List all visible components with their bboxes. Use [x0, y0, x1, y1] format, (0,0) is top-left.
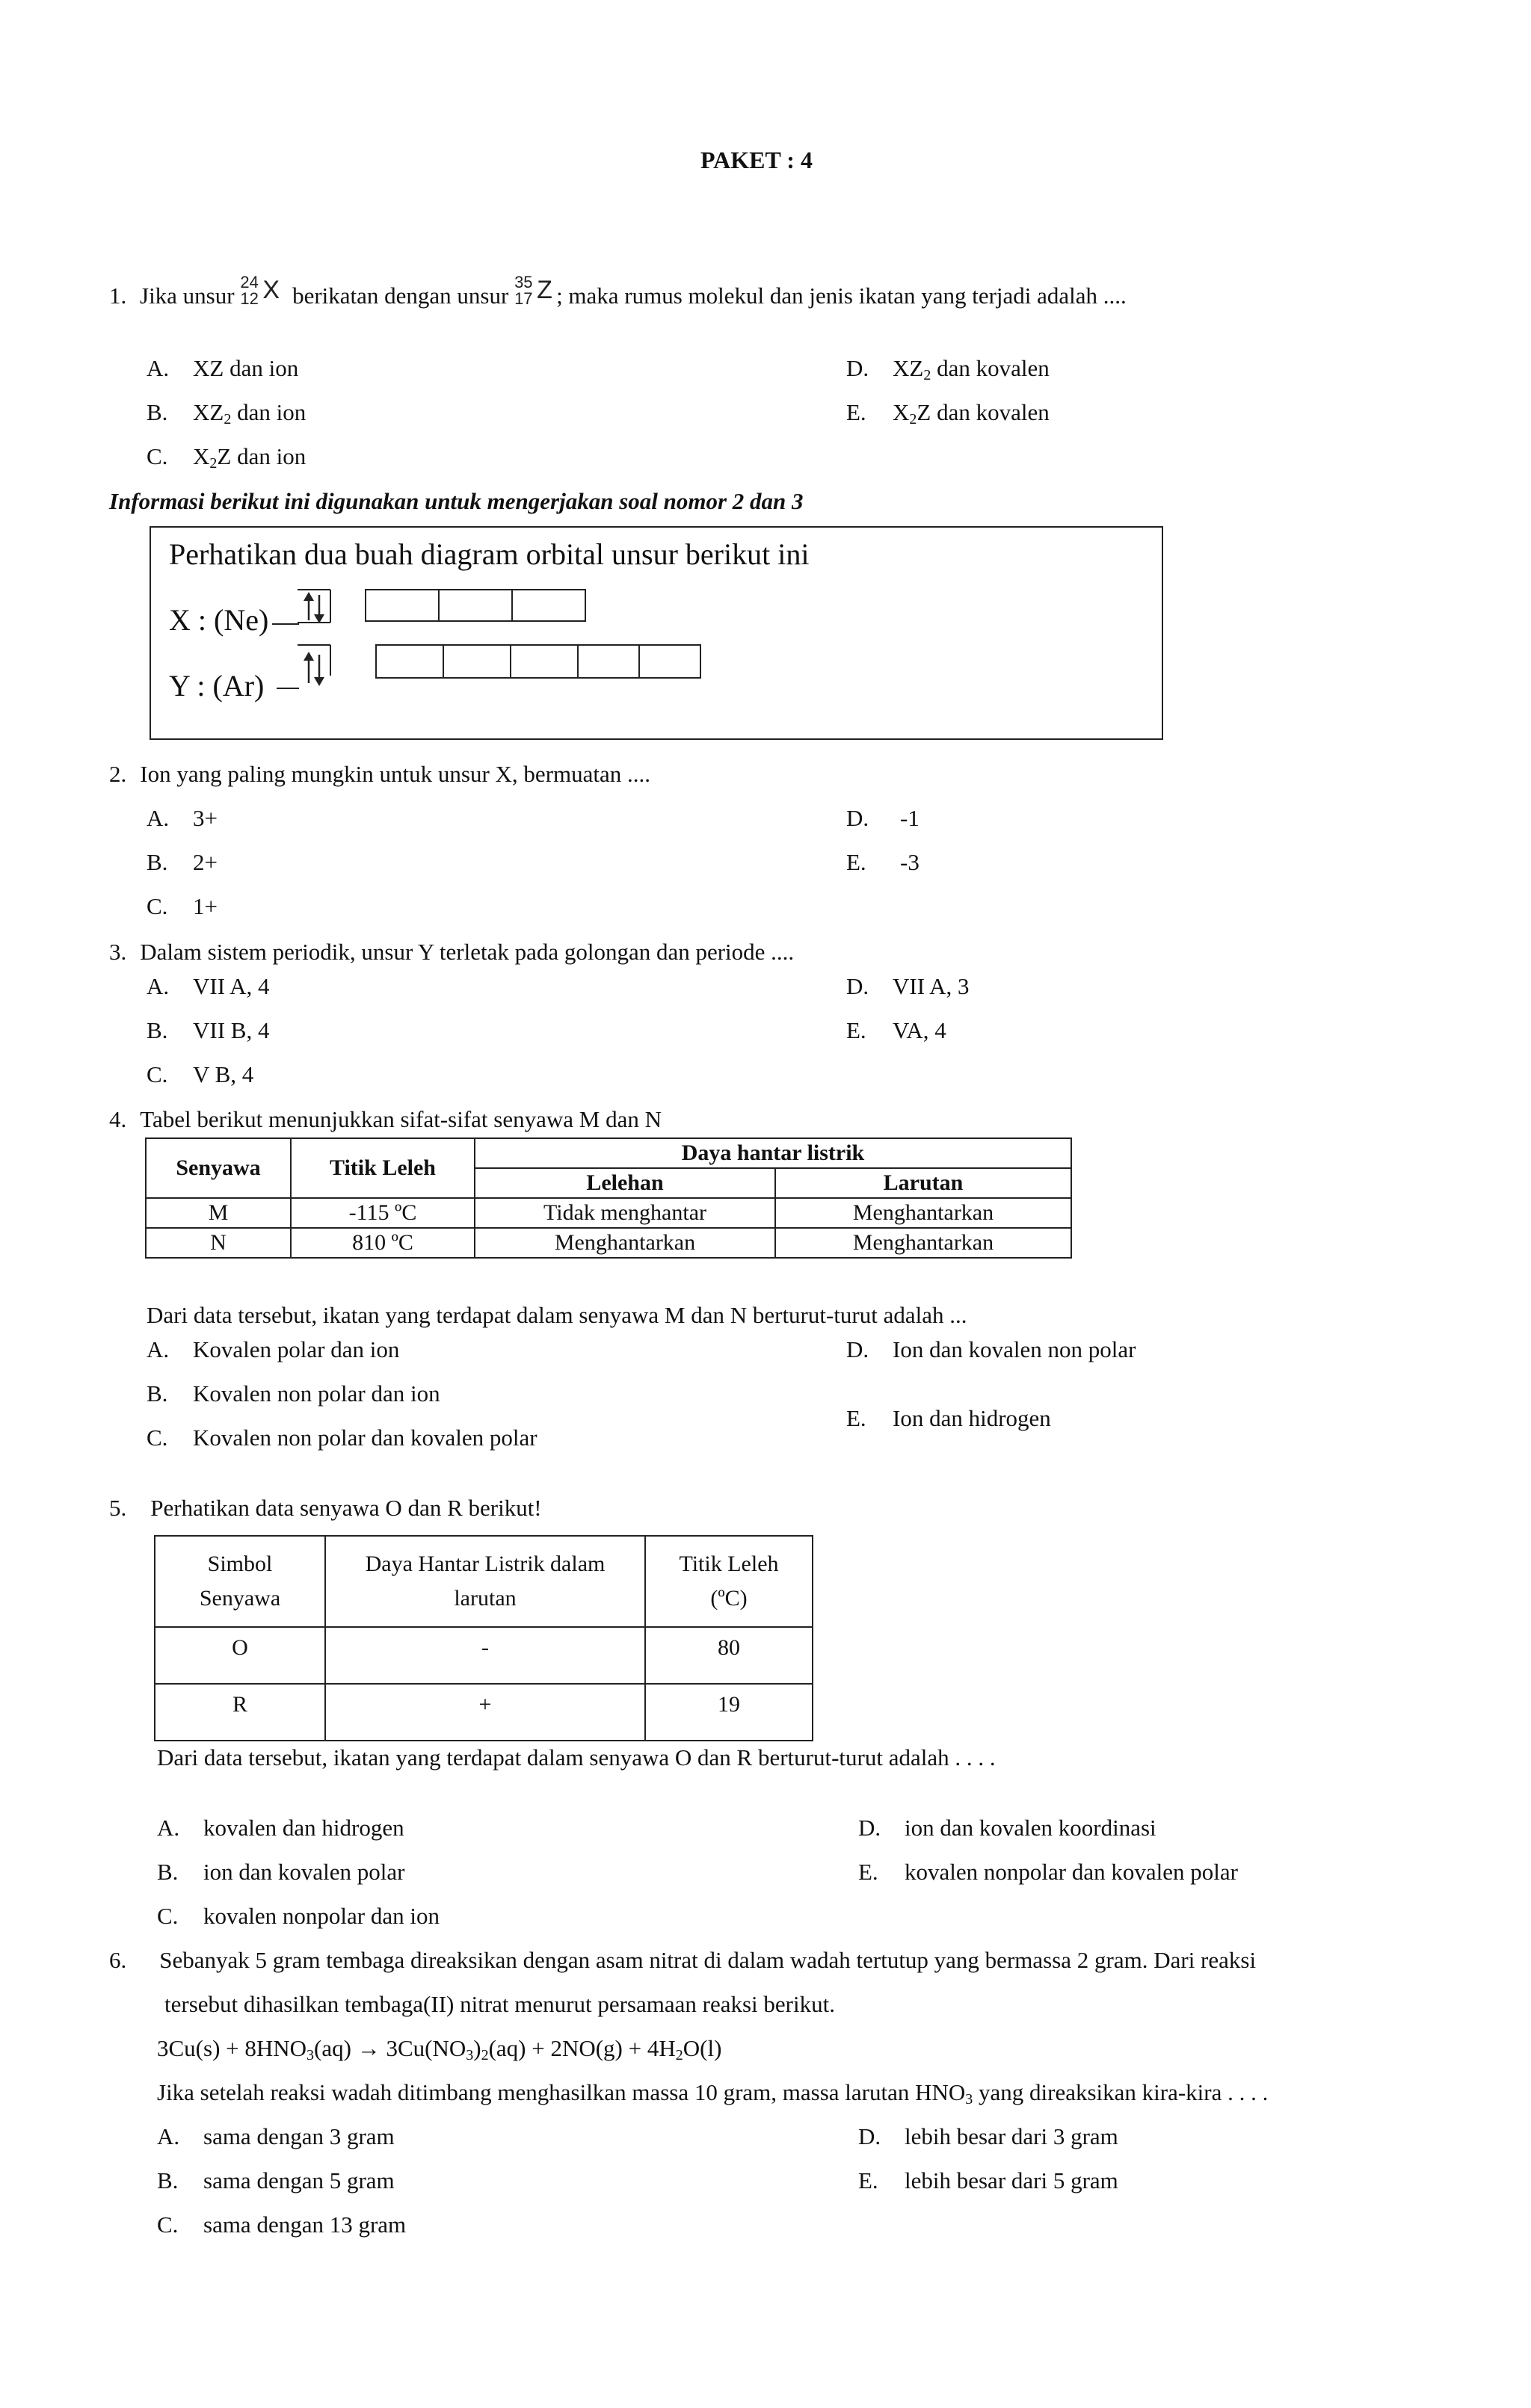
q3-option-c[interactable]: C. V B, 4 [147, 1061, 254, 1087]
table-row: N 810 ºC Menghantarkan Menghantarkan [146, 1228, 1071, 1258]
question-4: 4. Tabel berikut menunjukkan sifat-sifat senyawa M dan N [109, 1106, 662, 1132]
x-3s-orbital [296, 589, 332, 626]
q6-option-b[interactable]: B. sama dengan 5 gram [157, 2167, 395, 2194]
x-leader-line [272, 623, 299, 625]
properties-table-mn [145, 1137, 1072, 1259]
q1-option-c[interactable]: C. $X_2Z$ dan ion [147, 443, 306, 472]
q1-number: 1. [109, 283, 127, 309]
q5-option-c[interactable]: C. kovalen nonpolar dan ion [157, 1903, 440, 1929]
table-row: M -115 ºC Tidak menghantar Menghantarkan [146, 1198, 1071, 1228]
question-5: 5. Perhatikan data senyawa O dan R berikut! [109, 1495, 542, 1521]
q5-option-b[interactable]: B. ion dan kovalen polar [157, 1859, 405, 1885]
th-senyawa: Senyawa [146, 1138, 291, 1198]
q1-text-b: berikatan dengan unsur [292, 283, 509, 309]
x-label: X : (Ne) [169, 603, 269, 637]
q1-option-d[interactable]: D. $XZ_2$ dan kovalen [846, 355, 1050, 383]
th-simbol: Simbol Senyawa [155, 1536, 325, 1627]
q3-option-b[interactable]: B. VII B, 4 [147, 1017, 270, 1043]
q5-option-e[interactable]: E. kovalen nonpolar dan kovalen polar [858, 1859, 1238, 1885]
q6-option-d[interactable]: D. lebih besar dari 3 gram [858, 2123, 1118, 2149]
question-3: 3. Dalam sistem periodik, unsur Y terletak pada golongan dan periode .... [109, 939, 795, 965]
q3-option-e[interactable]: E. VA, 4 [846, 1017, 946, 1043]
q2-option-d[interactable]: D. -1 [846, 805, 919, 831]
q1-text-c: ; maka rumus molekul dan jenis ikatan yang terjadi adalah .... [556, 283, 1127, 309]
th-titik-leleh: Titik Leleh [291, 1138, 475, 1198]
question-2: 2. Ion yang paling mungkin untuk unsur X, bermuatan .... [109, 761, 651, 787]
q2-option-a[interactable]: A. 3+ [147, 805, 218, 831]
q1-option-e[interactable]: E. $X_2Z$ dan kovalen [846, 399, 1050, 427]
q6-option-c[interactable]: C. sama dengan 13 gram [157, 2211, 407, 2238]
th-daya-hantar: Daya hantar listrik [475, 1138, 1071, 1168]
x-3p-orbitals [366, 589, 586, 622]
th-daya-hantar: Daya Hantar Listrik dalam larutan [325, 1536, 645, 1627]
q3-option-d[interactable]: D. VII A, 3 [846, 973, 970, 999]
q5-question: Dari data tersebut, ikatan yang terdapat dalam senyawa O dan R berturut-turut adalah . . . . [157, 1744, 996, 1771]
info-text: Informasi berikut ini digunakan untuk mengerjakan soal nomor 2 dan 3 [109, 488, 804, 514]
y-4s-orbital [296, 644, 332, 691]
nuclide-z: 35 17 Z [514, 272, 552, 308]
q2-option-e[interactable]: E. -3 [846, 849, 919, 875]
table-row: R + 19 [155, 1684, 813, 1741]
th-larutan: Larutan [775, 1168, 1071, 1198]
q1-text-a: Jika unsur [140, 283, 235, 309]
question-1 [109, 272, 1127, 313]
q1-option-a[interactable]: A. XZ dan ion [147, 355, 299, 381]
nuclide-x: 24 12 X [240, 272, 280, 308]
th-titik-leleh: Titik Leleh (ºC) [645, 1536, 813, 1627]
y-3d-orbitals [377, 644, 701, 679]
q4-option-a[interactable]: A. Kovalen polar dan ion [147, 1336, 400, 1362]
q6-equation: $3Cu(s) + 8HNO_3(aq) \to 3Cu(NO_3)_2(aq) + 2NO(g) + 4H_2O(l)$ [157, 2035, 722, 2063]
q1-option-b[interactable]: B. $XZ_2$ dan ion [147, 399, 306, 427]
q4-option-e[interactable]: E. Ion dan hidrogen [846, 1405, 1051, 1431]
properties-table-or [154, 1535, 813, 1741]
q6-question: Jika setelah reaksi wadah ditimbang menghasilkan massa 10 gram, massa larutan $HNO_3$ yang direaksikan kira-kira . . . . [157, 2079, 1269, 2108]
q2-option-b[interactable]: B. 2+ [147, 849, 218, 875]
question-6: 6. Sebanyak 5 gram tembaga direaksikan dengan asam nitrat di dalam wadah tertutup yang bermassa 2 gram. Dari reaksi [109, 1947, 1257, 1973]
page-title: PAKET : 4 [700, 146, 813, 173]
y-label: Y : (Ar) [169, 669, 265, 703]
q3-option-a[interactable]: A. VII A, 4 [147, 973, 270, 999]
q4-question: Dari data tersebut, ikatan yang terdapat dalam senyawa M dan N berturut-turut adalah ... [147, 1302, 967, 1328]
th-lelehan: Lelehan [475, 1168, 775, 1198]
table-row: O - 80 [155, 1627, 813, 1684]
q4-option-b[interactable]: B. Kovalen non polar dan ion [147, 1380, 440, 1407]
q6-option-e[interactable]: E. lebih besar dari 5 gram [858, 2167, 1118, 2194]
q4-option-c[interactable]: C. Kovalen non polar dan kovalen polar [147, 1424, 537, 1451]
orbital-box-title: Perhatikan dua buah diagram orbital unsur berikut ini [169, 537, 810, 571]
q5-option-a[interactable]: A. kovalen dan hidrogen [157, 1815, 404, 1841]
q4-option-d[interactable]: D. Ion dan kovalen non polar [846, 1336, 1136, 1362]
q6-option-a[interactable]: A. sama dengan 3 gram [157, 2123, 395, 2149]
q6-line-2: tersebut dihasilkan tembaga(II) nitrat menurut persamaan reaksi berikut. [164, 1991, 835, 2017]
q5-option-d[interactable]: D. ion dan kovalen koordinasi [858, 1815, 1156, 1841]
q2-option-c[interactable]: C. 1+ [147, 893, 218, 919]
